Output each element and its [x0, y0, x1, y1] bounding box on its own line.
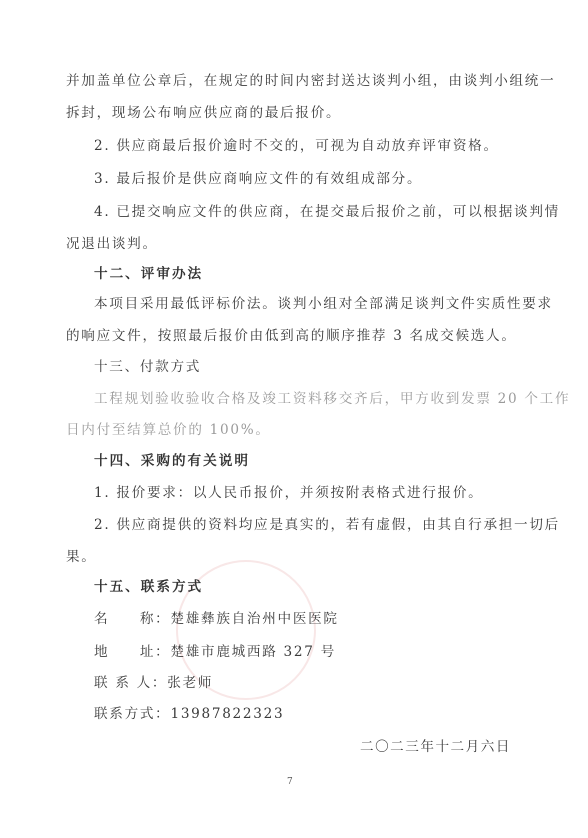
contact-label: 地 址： [94, 644, 171, 660]
text-line: 拆封，现场公布响应供应商的最后报价。 [66, 105, 342, 121]
contact-value: 13987822323 [170, 706, 285, 722]
contact-value: 楚雄市鹿城西路 327 号 [170, 644, 336, 660]
section-heading-payment: 十三、付款方式 [94, 359, 202, 375]
text-line: 工程规划验收验收合格及竣工资料移交齐后，甲方收到发票 20 个工作 [94, 391, 571, 407]
page-number: 7 [287, 777, 293, 787]
contact-phone-row [94, 705, 284, 723]
contact-person-row [94, 674, 213, 692]
contact-name-row [94, 610, 339, 628]
text-line: 日内付至结算总价的 100%。 [66, 422, 271, 438]
text-line: 况退出谈判。 [66, 236, 158, 252]
text-line: 4. 已提交响应文件的供应商，在提交最后报价之前，可以根据谈判情 [94, 204, 560, 220]
text-line: 2. 供应商提供的资料均应是真实的，若有虚假，由其自行承担一切后 [94, 517, 560, 533]
text-line: 2. 供应商最后报价逾时不交的，可视为自动放弃评审资格。 [94, 138, 499, 154]
document-date: 二〇二三年十二月六日 [360, 739, 511, 755]
text-line: 1. 报价要求：以人民币报价，并须按附表格式进行报价。 [94, 485, 484, 501]
contact-value: 楚雄彝族自治州中医医院 [170, 611, 339, 627]
contact-label: 联系方式： [94, 706, 171, 722]
section-heading-procurement-notes: 十四、采购的有关说明 [94, 453, 250, 469]
text-line: 3. 最后报价是供应商响应文件的有效组成部分。 [94, 171, 423, 187]
text-line: 并加盖单位公章后，在规定的时间内密封送达谈判小组，由谈判小组统一 [66, 73, 556, 89]
contact-label: 联 系 人： [94, 675, 168, 691]
contact-value: 张老师 [167, 675, 214, 691]
text-line: 果。 [66, 549, 97, 565]
text-line: 本项目采用最低评标价法。谈判小组对全部满足谈判文件实质性要求 [94, 296, 553, 312]
section-heading-contact: 十五、联系方式 [94, 579, 204, 595]
contact-label: 名 称： [94, 611, 171, 627]
text-line: 的响应文件，按照最后报价由低到高的顺序推荐 3 名成交候选人。 [66, 328, 517, 344]
section-heading-evaluation: 十二、评审办法 [94, 266, 204, 282]
contact-address-row [94, 643, 336, 661]
